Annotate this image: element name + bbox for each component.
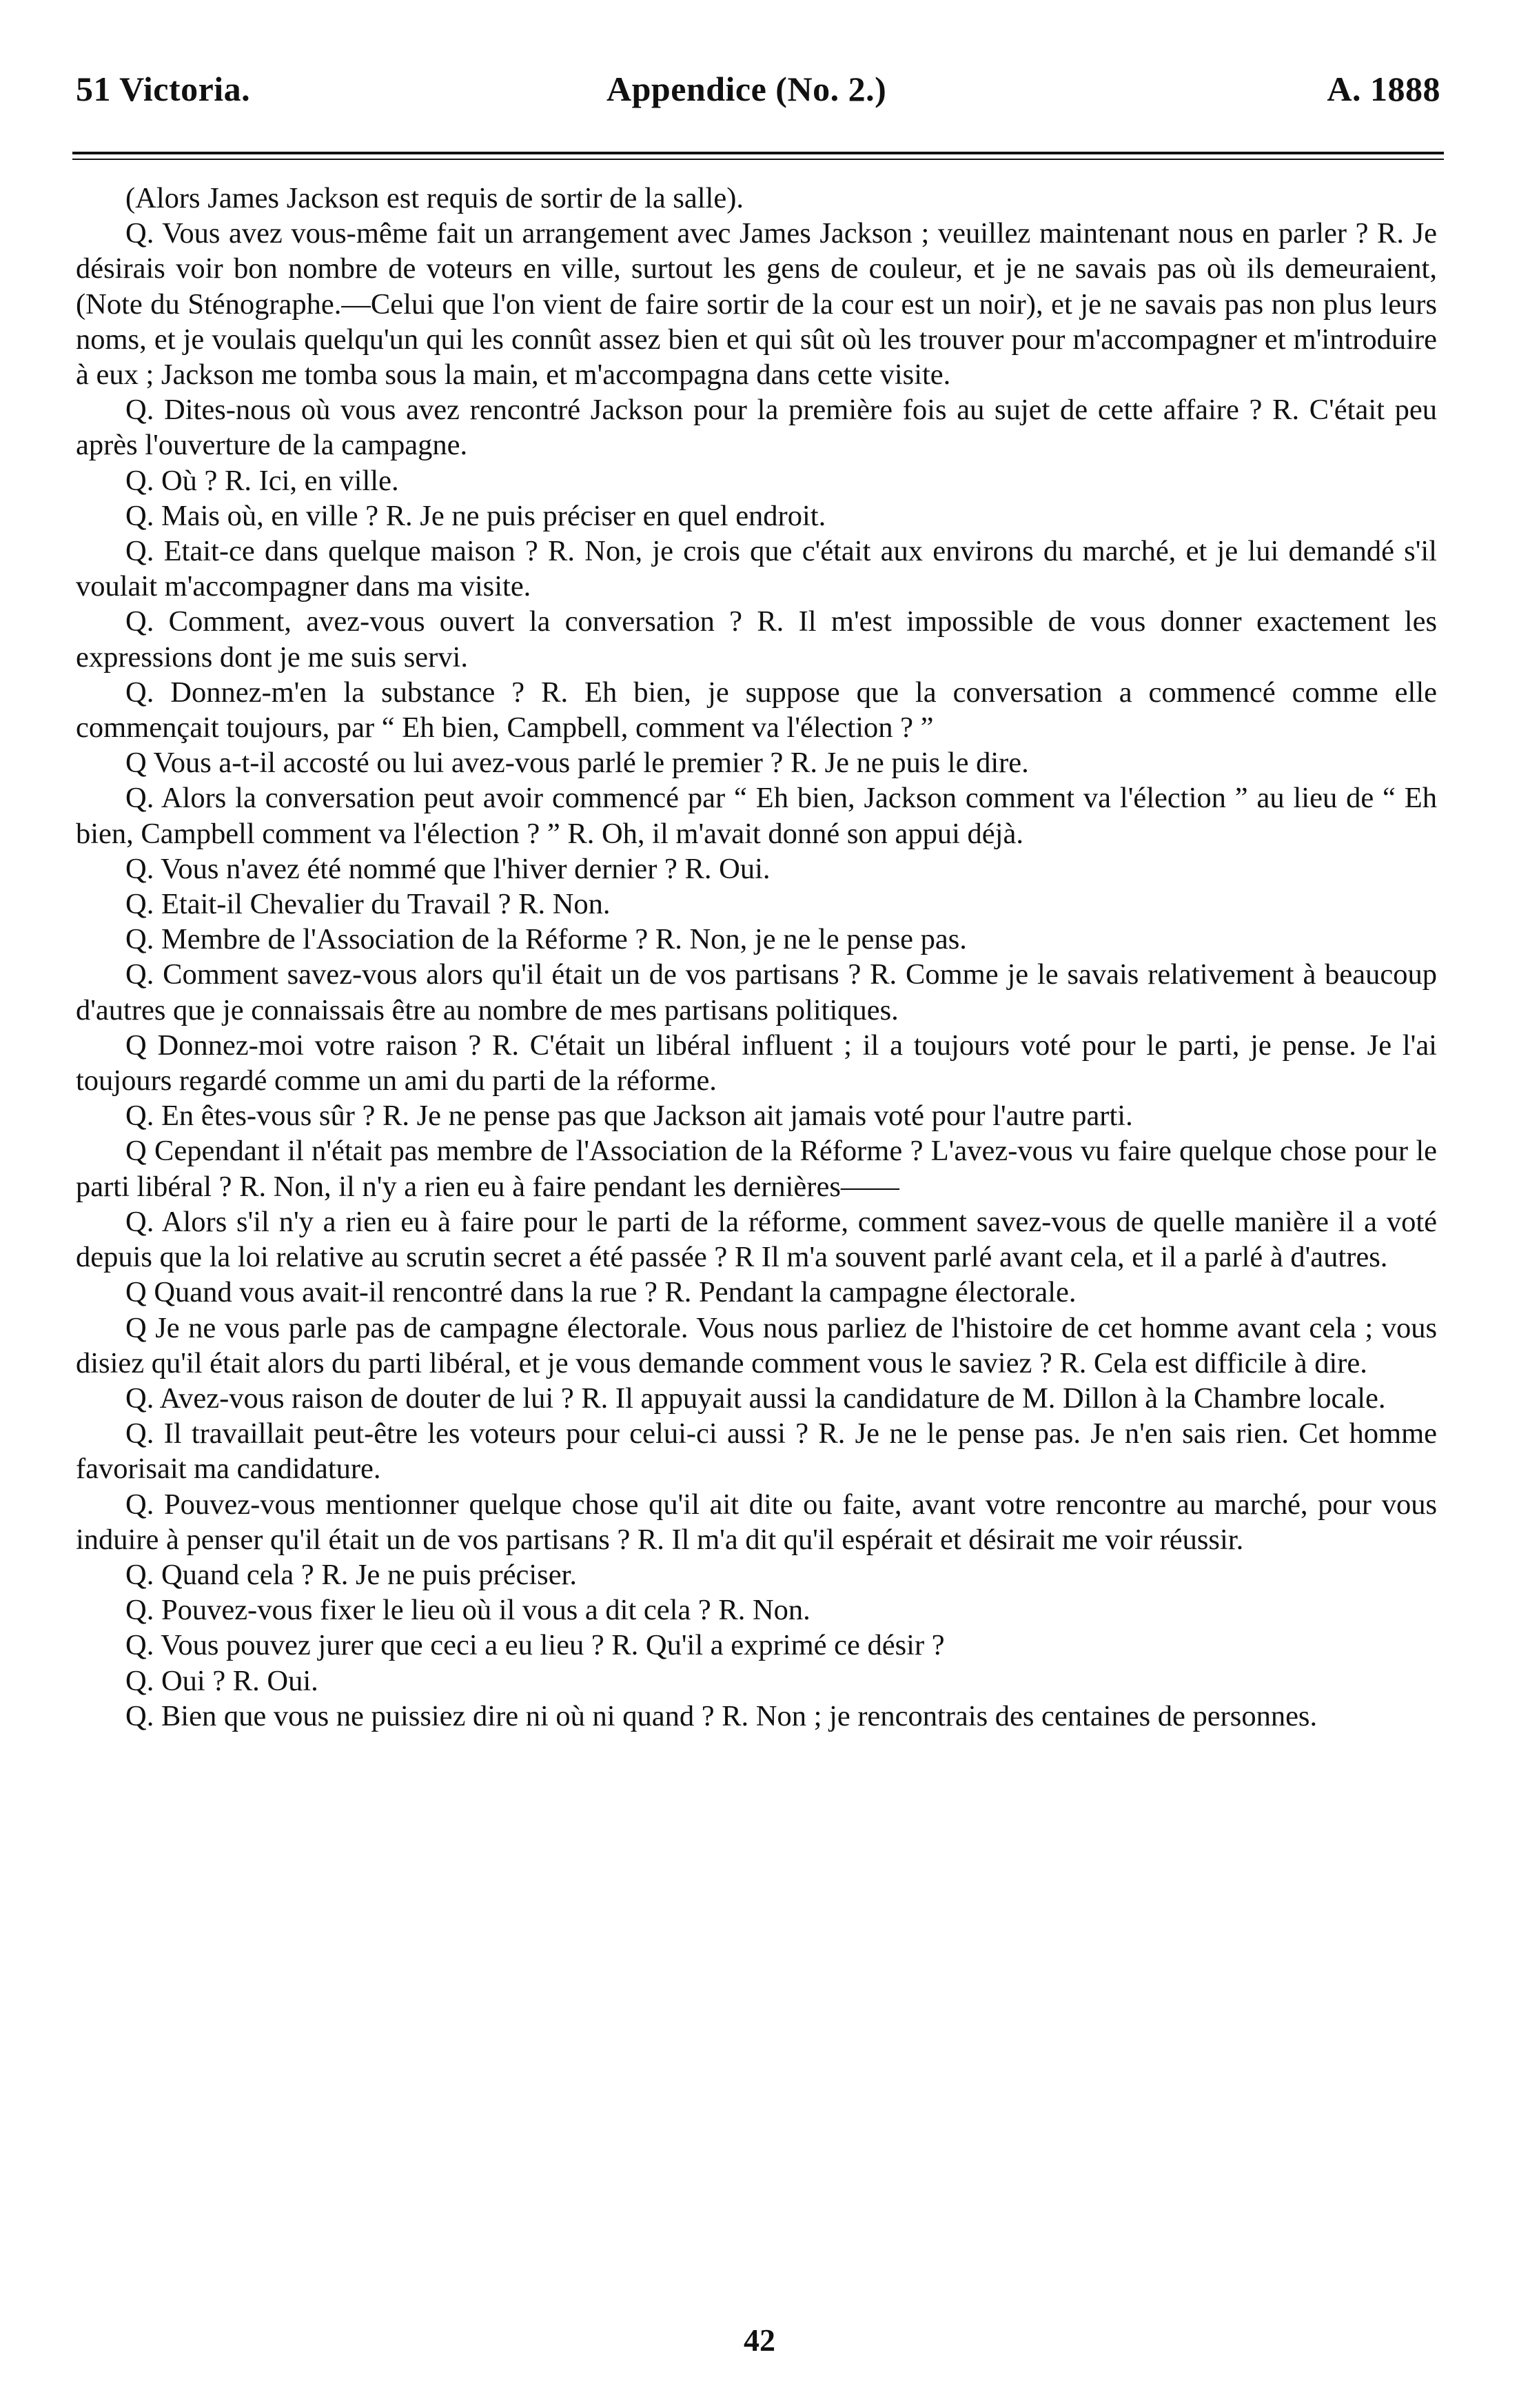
page-number: 42 (744, 2323, 775, 2358)
paragraph: Q. Comment savez-vous alors qu'il était un de vos partisans ? R. Comme je le savais relativement à beaucoup d'autres que je connaissais être au nombre de mes partisans politiques. (76, 958, 1437, 1026)
paragraph: Q. Dites-nous où vous avez rencontré Jackson pour la première fois au sujet de cette affaire ? R. C'était peu après l'ouverture de la campagne. (76, 394, 1437, 462)
paragraph: Q Je ne vous parle pas de campagne électorale. Vous nous parliez de l'histoire de cet homme avant cela ; vous disiez qu'il était alors du parti libéral, et je vous demande comment vous le saviez ? R. Cela est difficile à dire. (76, 1311, 1437, 1379)
paragraph: Q. Membre de l'Association de la Réforme ? R. Non, je ne le pense pas. (125, 923, 967, 956)
paragraph: Q. Où ? R. Ici, en ville. (125, 464, 399, 497)
paragraph: Q. Il travaillait peut-être les voteurs pour celui-ci aussi ? R. Je ne le pense pas. Je n'en sais rien. Cet homme favorisait ma candidature. (76, 1417, 1437, 1486)
paragraph: (Alors James Jackson est requis de sortir de la salle). (125, 182, 744, 214)
body-text (76, 181, 1437, 1734)
paragraph: Q. Etait-il Chevalier du Travail ? R. Non. (125, 888, 611, 921)
paragraph: Q. Alors s'il n'y a rien eu à faire pour le parti de la réforme, comment savez-vous de quelle manière il a voté depuis que la loi relative au scrutin secret a été passée ? R Il m'a souvent parlé avant cela, et il a parlé à d'autres. (76, 1205, 1437, 1274)
paragraph: Q. Avez-vous raison de douter de lui ? R. Il appuyait aussi la candidature de M. Dillon à la Chambre locale. (125, 1382, 1386, 1415)
header-year: A. 1888 (1327, 70, 1440, 108)
paragraph: Q. Pouvez-vous fixer le lieu où il vous a dit cela ? R. Non. (125, 1594, 811, 1627)
paragraph: Q. Bien que vous ne puissiez dire ni où ni quand ? R. Non ; je rencontrais des centaines de personnes. (125, 1699, 1318, 1732)
header-rule-thick (72, 152, 1444, 154)
paragraph: Q. En êtes-vous sûr ? R. Je ne pense pas que Jackson ait jamais voté pour l'autre parti. (125, 1100, 1133, 1133)
paragraph: Q. Donnez-m'en la substance ? R. Eh bien, je suppose que la conversation a commencé comme elle commençait toujours, par “ Eh bien, Campbell, comment va l'élection ? ” (76, 676, 1437, 745)
paragraph: Q. Etait-ce dans quelque maison ? R. Non, je crois que c'était aux environs du marché, et je lui demandé s'il voulait m'accompagner dans ma visite. (76, 535, 1437, 603)
running-header (76, 69, 1440, 124)
paragraph: Q. Vous n'avez été nommé que l'hiver dernier ? R. Oui. (125, 852, 771, 885)
paragraph: Q Vous a-t-il accosté ou lui avez-vous parlé le premier ? R. Je ne puis le dire. (125, 747, 1029, 780)
paragraph: Q. Oui ? R. Oui. (125, 1664, 318, 1697)
header-volume: 51 Victoria. (76, 70, 251, 108)
paragraph: Q Cependant il n'était pas membre de l'Association de la Réforme ? L'avez-vous vu faire quelque chose pour le parti libéral ? R. Non, il n'y a rien eu à faire pendant les dernières—— (76, 1135, 1437, 1203)
paragraph: Q. Alors la conversation peut avoir commencé par “ Eh bien, Jackson comment va l'élection ” au lieu de “ Eh bien, Campbell comment va l'élection ? ” R. Oh, il m'avait donné son appui déjà. (76, 782, 1437, 850)
paragraph: Q. Mais où, en ville ? R. Je ne puis préciser en quel endroit. (125, 499, 826, 532)
paragraph: Q Donnez-moi votre raison ? R. C'était un libéral influent ; il a toujours voté pour le parti, je pense. Je l'ai toujours regardé comme un ami du parti de la réforme. (76, 1029, 1437, 1097)
header-rule-thin (72, 159, 1444, 160)
paragraph: Q. Quand cela ? R. Je ne puis préciser. (125, 1558, 577, 1591)
paragraph: Q. Vous pouvez jurer que ceci a eu lieu ? R. Qu'il a exprimé ce désir ? (125, 1629, 945, 1662)
paragraph: Q Quand vous avait-il rencontré dans la rue ? R. Pendant la campagne électorale. (125, 1276, 1077, 1309)
paragraph: Q. Pouvez-vous mentionner quelque chose qu'il ait dite ou faite, avant votre rencontre au marché, pour vous induire à penser qu'il était un de vos partisans ? R. Il m'a dit qu'il espérait et désirait me voir réussir. (76, 1488, 1437, 1556)
header-title: Appendice (No. 2.) (606, 70, 887, 108)
paragraph: Q. Vous avez vous-même fait un arrangement avec James Jackson ; veuillez maintenant nous en parler ? R. Je désirais voir bon nombre de voteurs en ville, surtout les gens de couleur, et je ne savais pas où ils demeuraient, (Note du Sténographe.—Celui que l'on vient de faire sortir de la cour est un noir), et je ne savais pas non plus leurs noms, et je voulais quelqu'un qui les connût assez bien et qui sût où les trouver pour m'accompagner et m'introduire à eux ; Jackson me tomba sous la main, et m'accompagna dans cette visite. (76, 217, 1437, 392)
paragraph: Q. Comment, avez-vous ouvert la conversation ? R. Il m'est impossible de vous donner exactement les expressions dont je me suis servi. (76, 605, 1437, 674)
